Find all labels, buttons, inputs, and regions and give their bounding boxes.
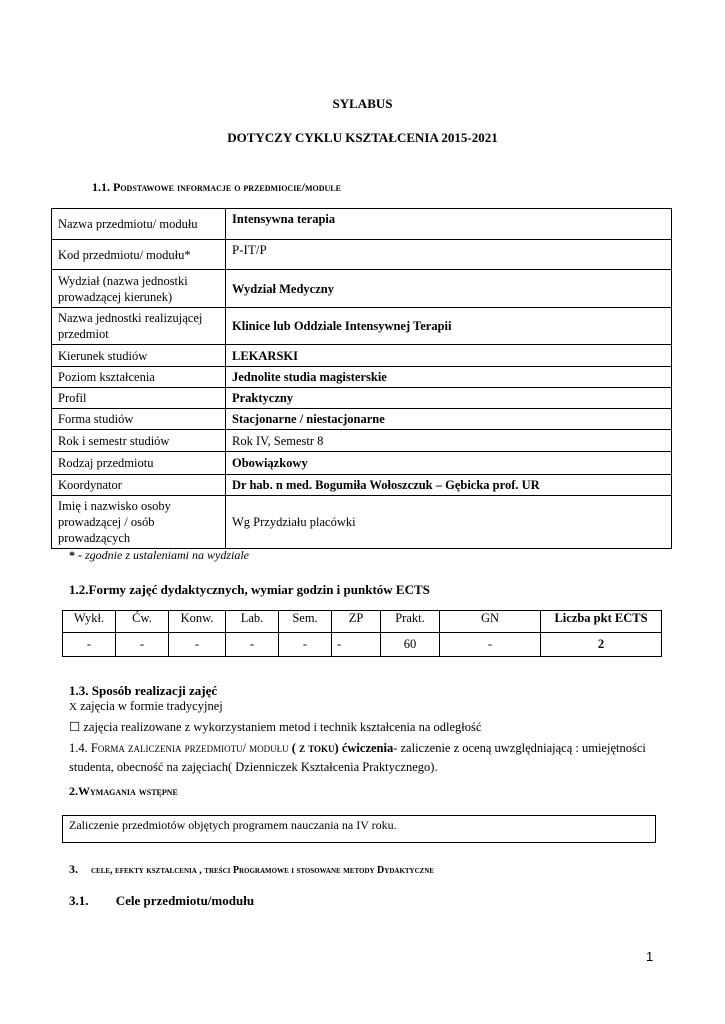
table-cell: - bbox=[226, 633, 279, 657]
info-label: Koordynator bbox=[52, 475, 226, 496]
section-3-1-title: Cele przedmiotu/modułu bbox=[115, 893, 255, 908]
info-value: Stacjonarne / niestacjonarne bbox=[226, 409, 672, 430]
info-label: Forma studiów bbox=[52, 409, 226, 430]
table-cell: 2 bbox=[541, 633, 662, 657]
info-label: Kod przedmiotu/ modułu* bbox=[52, 240, 226, 270]
section-3-title: cele, efekty kształcenia , treści Programowe i stosowane metody Dydaktyczne bbox=[91, 865, 435, 876]
info-label: Profil bbox=[52, 388, 226, 409]
info-value: Rok IV, Semestr 8 bbox=[226, 430, 672, 452]
page-number: 1 bbox=[646, 949, 654, 964]
table-row bbox=[52, 452, 672, 475]
column-header: Lab. bbox=[226, 611, 279, 633]
table-row bbox=[52, 409, 672, 430]
table-row bbox=[52, 388, 672, 409]
table-header-row bbox=[63, 611, 662, 633]
info-label: Kierunek studiów bbox=[52, 345, 226, 367]
section-1-4-type: ćwiczenia bbox=[341, 741, 394, 755]
info-value: Praktyczny bbox=[226, 388, 672, 409]
info-label: Wydział (nazwa jednostki prowadzącej kierunek) bbox=[52, 270, 226, 308]
table-cell: - bbox=[279, 633, 332, 657]
column-header: Liczba pkt ECTS bbox=[541, 611, 662, 633]
section-1-4-prefix: 1.4. Forma zaliczenia przedmiotu/ modułu bbox=[69, 741, 289, 755]
footnote-mark: * - bbox=[69, 548, 82, 562]
prerequisites-box: Zaliczenie przedmiotów objętych programem nauczania na IV roku. bbox=[62, 815, 656, 843]
info-label: Nazwa przedmiotu/ modułu bbox=[52, 209, 226, 240]
option-text: zajęcia realizowane z wykorzystaniem metod i technik kształcenia na odległość bbox=[80, 720, 482, 734]
info-label: Rok i semestr studiów bbox=[52, 430, 226, 452]
column-header: Ćw. bbox=[116, 611, 169, 633]
section-1-4-text: - zaliczenie z oceną uwzględniającą : umiejętności studenta, obecność na zajęciach( Dzienniczek Kształcenia Praktycznego). bbox=[69, 741, 646, 774]
footnote bbox=[69, 548, 249, 563]
table-cell: - bbox=[332, 633, 381, 657]
section-1-2-heading: 1.2.Formy zajęć dydaktycznych, wymiar godzin i punktów ECTS bbox=[69, 582, 430, 597]
info-value: Obowiązkowy bbox=[226, 452, 672, 475]
table-row bbox=[52, 270, 672, 308]
info-value: P-IT/P bbox=[226, 240, 672, 270]
realization-option-traditional bbox=[69, 699, 223, 714]
section-1-3-heading: 1.3. Sposób realizacji zajęć bbox=[69, 683, 218, 698]
section-1-1-title: Podstawowe informacje o przedmiocie/module bbox=[113, 180, 341, 194]
footnote-text: zgodnie z ustaleniami na wydziale bbox=[82, 548, 249, 562]
table-row bbox=[52, 345, 672, 367]
section-3-1-heading bbox=[69, 893, 254, 909]
table-row bbox=[52, 367, 672, 388]
section-3-number: 3. bbox=[69, 862, 78, 876]
info-value: Intensywna terapia bbox=[226, 209, 672, 240]
info-value: Jednolite studia magisterskie bbox=[226, 367, 672, 388]
column-header: Konw. bbox=[169, 611, 226, 633]
section-1-1-number: 1.1. bbox=[92, 180, 110, 194]
option-mark: X bbox=[69, 701, 77, 713]
info-value: Wg Przydziału placówki bbox=[226, 496, 672, 549]
column-header: Prakt. bbox=[381, 611, 440, 633]
info-value: Wydział Medyczny bbox=[226, 270, 672, 308]
info-value: LEKARSKI bbox=[226, 345, 672, 367]
table-row bbox=[52, 240, 672, 270]
table-cell: 60 bbox=[381, 633, 440, 657]
section-1-4-paragraph bbox=[69, 739, 659, 777]
table-row bbox=[63, 633, 662, 657]
document-subtitle: DOTYCZY CYKLU KSZTAŁCENIA 2015-2021 bbox=[227, 130, 498, 145]
table-row bbox=[52, 209, 672, 240]
info-label: Rodzaj przedmiotu bbox=[52, 452, 226, 475]
table-row bbox=[52, 496, 672, 549]
section-1-1-heading bbox=[92, 180, 341, 195]
section-1-4-mode: ( z toku) bbox=[288, 741, 342, 755]
column-header: Sem. bbox=[279, 611, 332, 633]
info-label: Poziom kształcenia bbox=[52, 367, 226, 388]
section-3-heading bbox=[69, 862, 434, 877]
document-title: SYLABUS bbox=[332, 96, 393, 111]
info-value: Dr hab. n med. Bogumiła Wołoszczuk – Gębicka prof. UR bbox=[226, 475, 672, 496]
column-header: GN bbox=[440, 611, 541, 633]
table-row bbox=[52, 430, 672, 452]
table-row bbox=[52, 308, 672, 345]
table-cell: - bbox=[63, 633, 116, 657]
option-text: zajęcia w formie tradycyjnej bbox=[76, 699, 223, 713]
info-label: Imię i nazwisko osoby prowadzącej / osób prowadzących bbox=[52, 496, 226, 549]
table-row bbox=[52, 475, 672, 496]
section-2-heading: 2.Wymagania wstępne bbox=[69, 784, 178, 798]
class-forms-table bbox=[62, 610, 662, 657]
column-header: Wykł. bbox=[63, 611, 116, 633]
table-cell: - bbox=[116, 633, 169, 657]
table-cell: - bbox=[440, 633, 541, 657]
checkbox-icon: ☐ bbox=[69, 720, 81, 734]
table-cell: - bbox=[169, 633, 226, 657]
section-3-1-number: 3.1. bbox=[69, 893, 89, 908]
realization-option-remote bbox=[69, 719, 481, 735]
info-label: Nazwa jednostki realizującej przedmiot bbox=[52, 308, 226, 345]
column-header: ZP bbox=[332, 611, 381, 633]
info-value: Klinice lub Oddziale Intensywnej Terapii bbox=[226, 308, 672, 345]
basic-info-table bbox=[51, 208, 672, 549]
